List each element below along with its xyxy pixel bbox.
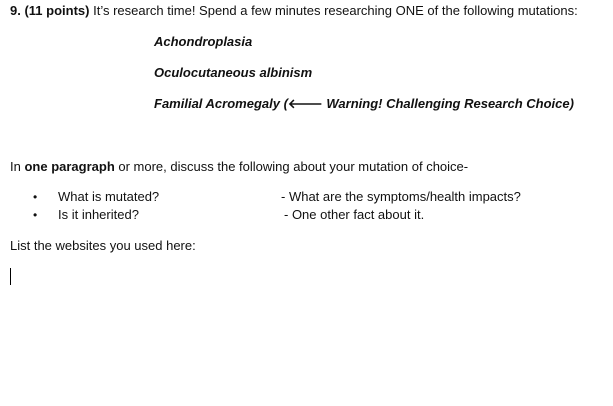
- instructions-suffix: or more, discuss the following about your mutation of choice-: [114, 159, 469, 174]
- bullet-item-inherited: Is it inherited?: [58, 207, 139, 222]
- option-text: Familial Acromegaly (: [154, 96, 288, 111]
- bullet-item-other-fact: - One other fact about it.: [284, 207, 425, 222]
- mutation-option-achondroplasia: Achondroplasia: [154, 34, 253, 49]
- option-warning-text: Warning! Challenging Research Choice): [322, 96, 574, 111]
- question-number: 9. (11 points): [10, 3, 90, 18]
- bullet-item-symptoms: - What are the symptoms/health impacts?: [281, 189, 521, 204]
- instructions-prefix: In: [10, 159, 25, 174]
- instructions-paragraph: [10, 159, 468, 175]
- websites-prompt: List the websites you used here:: [10, 238, 196, 253]
- text-cursor[interactable]: [10, 268, 11, 285]
- bullet-icon: •: [33, 208, 38, 222]
- bullet-item-mutated: What is mutated?: [58, 189, 160, 204]
- mutation-option-acromegaly: [154, 96, 574, 113]
- instructions-bold: one paragraph: [24, 159, 115, 174]
- mutation-option-albinism: Oculocutaneous albinism: [154, 65, 313, 80]
- question-heading: [10, 3, 578, 19]
- bullet-icon: •: [33, 190, 38, 204]
- left-arrow-icon: 🡐: [287, 97, 323, 112]
- question-prompt: It’s research time! Spend a few minutes researching ONE of the following mutations:: [93, 3, 578, 18]
